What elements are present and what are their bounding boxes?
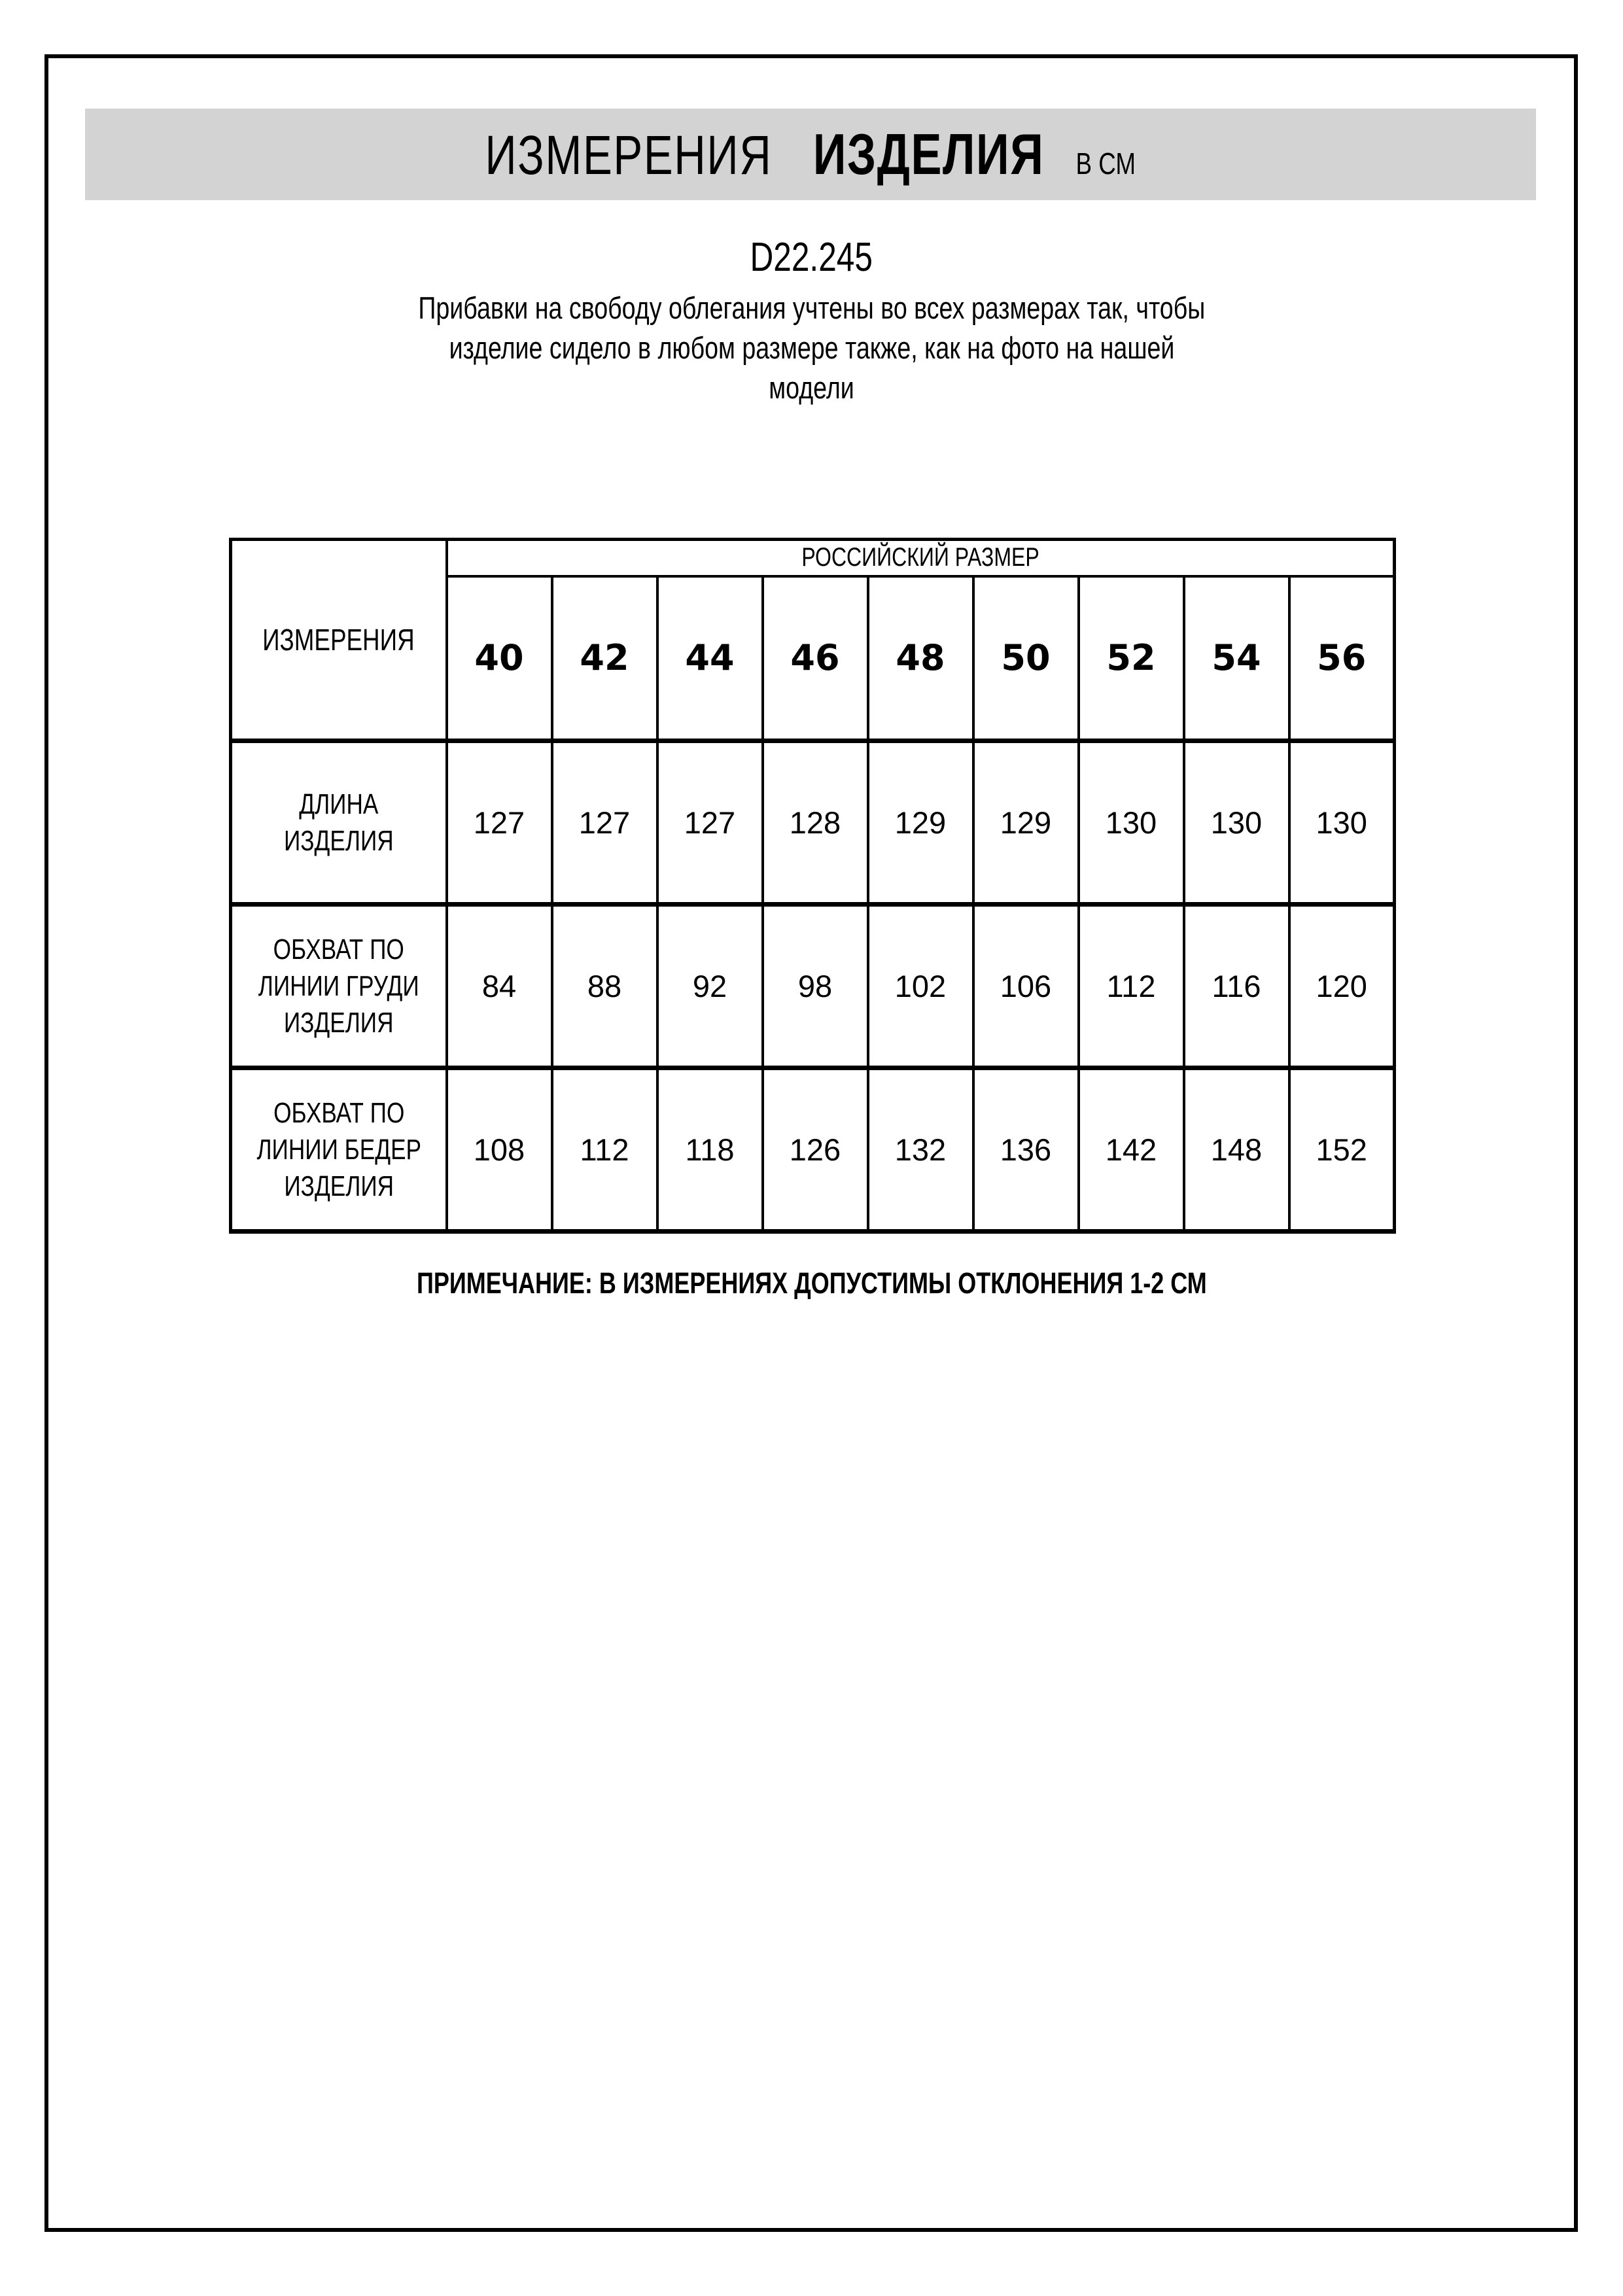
table-cell: 106: [973, 905, 1079, 1068]
table-cell: 127: [657, 741, 763, 905]
table-cell: 129: [868, 741, 973, 905]
title-unit-cm: В СМ: [1075, 147, 1136, 181]
article-number: D22.245: [750, 235, 873, 280]
row-label-hips: ОБХВАТ ПО ЛИНИИ БЕДЕР ИЗДЕЛИЯ: [231, 1068, 447, 1232]
fit-note-paragraph: [0, 288, 1623, 408]
table-row-length: [231, 741, 1395, 905]
table-cell: 108: [447, 1068, 552, 1232]
table-row-chest: [231, 905, 1395, 1068]
table-cell: 129: [973, 741, 1079, 905]
title-word-measurements: ИЗМЕРЕНИЯ: [485, 124, 773, 186]
size-header-cell: 48: [868, 576, 973, 741]
table-cell: 130: [1184, 741, 1289, 905]
row-label-chest: ОБХВАТ ПО ЛИНИИ ГРУДИ ИЗДЕЛИЯ: [231, 905, 447, 1068]
table-cell: 102: [868, 905, 973, 1068]
corner-header-cell: ИЗМЕРЕНИЯ: [231, 540, 447, 741]
page-title: [485, 121, 1136, 188]
table-cell: 126: [763, 1068, 868, 1232]
table-cell: 148: [1184, 1068, 1289, 1232]
table-cell: 98: [763, 905, 868, 1068]
size-header-cell: 52: [1079, 576, 1184, 741]
row-label-length: ДЛИНА ИЗДЕЛИЯ: [231, 741, 447, 905]
table-row-group-header: [231, 540, 1395, 576]
fit-note-line: изделие сидело в любом размере также, как на фото на нашей: [449, 330, 1174, 365]
fit-note-line: Прибавки на свободу облегания учтены во всех размерах так, чтобы: [418, 290, 1205, 325]
tolerance-note: ПРИМЕЧАНИЕ: В ИЗМЕРЕНИЯХ ДОПУСТИМЫ ОТКЛОНЕНИЯ 1-2 СМ: [416, 1266, 1207, 1300]
table-row-hips: [231, 1068, 1395, 1232]
table-cell: 127: [447, 741, 552, 905]
table-cell: 112: [1079, 905, 1184, 1068]
title-word-product: ИЗДЕЛИЯ: [813, 122, 1045, 186]
table-cell: 132: [868, 1068, 973, 1232]
size-header-cell: 42: [552, 576, 657, 741]
table-cell: 118: [657, 1068, 763, 1232]
size-header-cell: 50: [973, 576, 1079, 741]
size-header-cell: 46: [763, 576, 868, 741]
table-cell: 130: [1289, 741, 1395, 905]
table-cell: 127: [552, 741, 657, 905]
table-cell: 142: [1079, 1068, 1184, 1232]
size-header-cell: 40: [447, 576, 552, 741]
table-cell: 136: [973, 1068, 1079, 1232]
article-number-row: [0, 234, 1623, 281]
table-cell: 116: [1184, 905, 1289, 1068]
table-cell: 112: [552, 1068, 657, 1232]
size-header-cell: 44: [657, 576, 763, 741]
table-cell: 120: [1289, 905, 1395, 1068]
table-cell: 130: [1079, 741, 1184, 905]
table-cell: 128: [763, 741, 868, 905]
size-header-cell: 54: [1184, 576, 1289, 741]
table-cell: 88: [552, 905, 657, 1068]
table-cell: 152: [1289, 1068, 1395, 1232]
fit-note-line: модели: [769, 370, 854, 405]
table-cell: 84: [447, 905, 552, 1068]
table-cell: 92: [657, 905, 763, 1068]
size-header-cell: 56: [1289, 576, 1395, 741]
russian-size-header-cell: РОССИЙСКИЙ РАЗМЕР: [447, 540, 1395, 576]
size-chart-table: [229, 538, 1396, 1234]
title-band: [85, 109, 1536, 200]
